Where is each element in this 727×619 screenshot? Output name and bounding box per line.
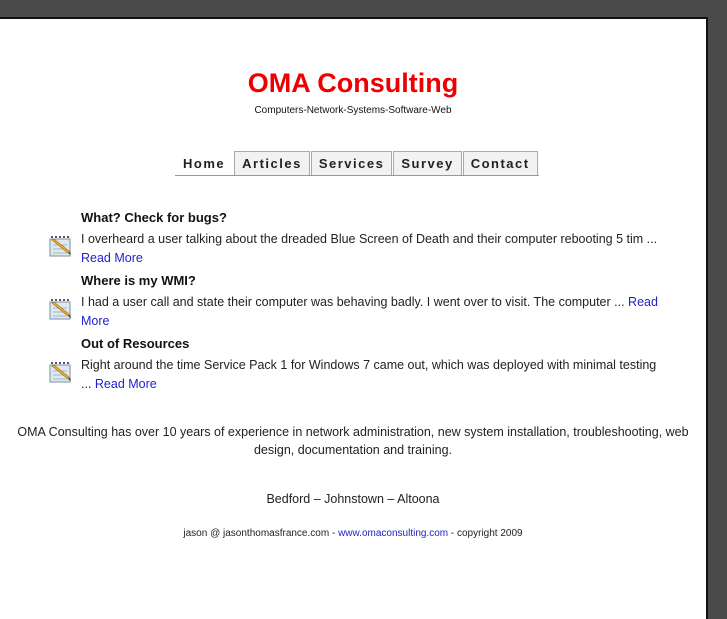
article-title[interactable]: What? Check for bugs? — [81, 210, 227, 225]
tab-contact[interactable]: Contact — [463, 151, 538, 175]
site-tagline: Computers-Network-Systems-Software-Web — [254, 105, 452, 116]
read-more-link[interactable]: Read More — [81, 295, 658, 328]
footer — [0, 528, 706, 539]
article-list — [48, 209, 658, 398]
tab-articles[interactable]: Articles — [234, 151, 310, 175]
article-item — [48, 335, 658, 394]
site-title: OMA Consulting — [247, 68, 459, 98]
footer-site-link[interactable]: www.omaconsulting.com — [338, 528, 449, 539]
tab-home[interactable]: Home — [175, 151, 233, 175]
page-container — [0, 17, 708, 619]
main-nav — [175, 149, 539, 176]
excerpt-text: Right around the time Service Pack 1 for Windows 7 came out, which was deployed with minimal testing ... — [81, 358, 657, 391]
about-text: OMA Consulting has over 10 years of experience in network administration, new system installation, troubleshooting, web design, documentation and training. — [17, 425, 689, 457]
read-more-link[interactable]: Read More — [81, 251, 143, 265]
article-excerpt — [81, 230, 658, 268]
tab-survey[interactable]: Survey — [393, 151, 461, 175]
notepad-pencil-icon — [48, 359, 74, 385]
notepad-pencil-icon — [48, 296, 74, 322]
read-more-link[interactable]: Read More — [94, 377, 157, 391]
locations-text: Bedford – Johnstown – Altoona — [266, 492, 440, 506]
article-excerpt — [81, 293, 658, 331]
article-item — [48, 272, 658, 331]
article-title[interactable]: Out of Resources — [81, 336, 190, 351]
notepad-pencil-icon — [48, 233, 74, 259]
tab-services[interactable]: Services — [311, 151, 393, 175]
excerpt-text: I had a user call and state their computer was behaving badly. I went over to visit. The computer ... — [81, 295, 629, 309]
excerpt-text: I overheard a user talking about the dreaded Blue Screen of Death and their computer rebooting 5 tim ... — [81, 232, 658, 246]
footer-email: jason @ jasonthomasfrance.com - — [183, 528, 339, 539]
article-excerpt — [81, 356, 658, 394]
article-title[interactable]: Where is my WMI? — [81, 273, 196, 288]
footer-copyright: - copyright 2009 — [448, 528, 523, 539]
article-item — [48, 209, 658, 268]
